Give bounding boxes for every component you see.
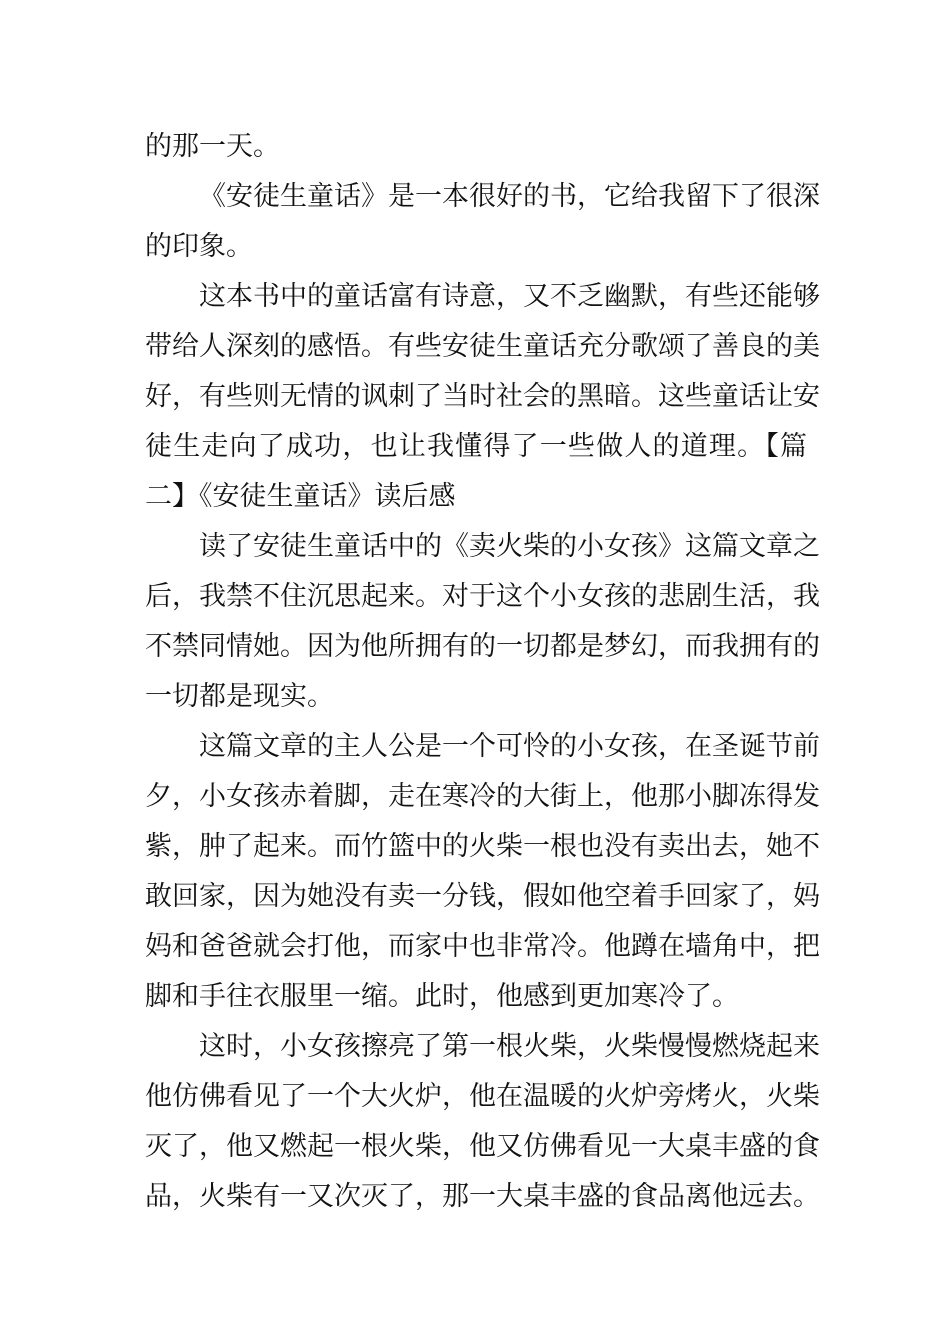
paragraph-4-line-5: 妈和爸爸就会打他，而家中也非常冷。他蹲在墙角中，把: [145, 931, 820, 962]
paragraph-5-line-2: 他仿佛看见了一个大火炉，他在温暖的火炉旁烤火，火柴: [145, 1081, 820, 1112]
paragraph-3-line-3: 不禁同情她。因为他所拥有的一切都是梦幻，而我拥有的: [145, 631, 820, 662]
paragraph-2-line-3: 好，有些则无情的讽刺了当时社会的黑暗。这些童话让安: [145, 381, 820, 412]
paragraph-3-line-2: 后，我禁不住沉思起来。对于这个小女孩的悲剧生活，我: [145, 581, 820, 612]
paragraph-5-line-4: 品，火柴有一又次灭了，那一大桌丰盛的食品离他远去。: [145, 1181, 820, 1212]
paragraph-3-line-1: 读了安徒生童话中的《卖火柴的小女孩》这篇文章之: [199, 531, 820, 562]
paragraph-2-line-4: 徒生走向了成功，也让我懂得了一些做人的道理。【篇: [145, 431, 807, 462]
paragraph-5-line-1: 这时，小女孩擦亮了第一根火柴，火柴慢慢燃烧起来: [199, 1031, 820, 1062]
paragraph-2-line-2: 带给人深刻的感悟。有些安徒生童话充分歌颂了善良的美: [145, 331, 820, 362]
paragraph-4-line-1: 这篇文章的主人公是一个可怜的小女孩，在圣诞节前: [199, 731, 820, 762]
paragraph-4-line-3: 紫，肿了起来。而竹篮中的火柴一根也没有卖出去，她不: [145, 831, 820, 862]
paragraph-4-line-6: 脚和手往衣服里一缩。此时，他感到更加寒冷了。: [145, 981, 739, 1012]
section-heading-line: 二】《安徒生童话》读后感: [145, 481, 456, 512]
paragraph-1-line-2: 的印象。: [145, 231, 253, 262]
text-line-1: 的那一天。: [145, 131, 280, 162]
paragraph-4-line-2: 夕，小女孩赤着脚，走在寒冷的大街上，他那小脚冻得发: [145, 781, 820, 812]
paragraph-4-line-4: 敢回家，因为她没有卖一分钱，假如他空着手回家了，妈: [145, 881, 820, 912]
paragraph-1-line-1: 《安徒生童话》是一本很好的书，它给我留下了很深: [199, 181, 820, 212]
paragraph-2-line-1: 这本书中的童话富有诗意，又不乏幽默，有些还能够: [199, 281, 820, 312]
paragraph-5-line-3: 灭了，他又燃起一根火柴，他又仿佛看见一大桌丰盛的食: [145, 1131, 820, 1162]
paragraph-3-line-4: 一切都是现实。: [145, 681, 334, 712]
